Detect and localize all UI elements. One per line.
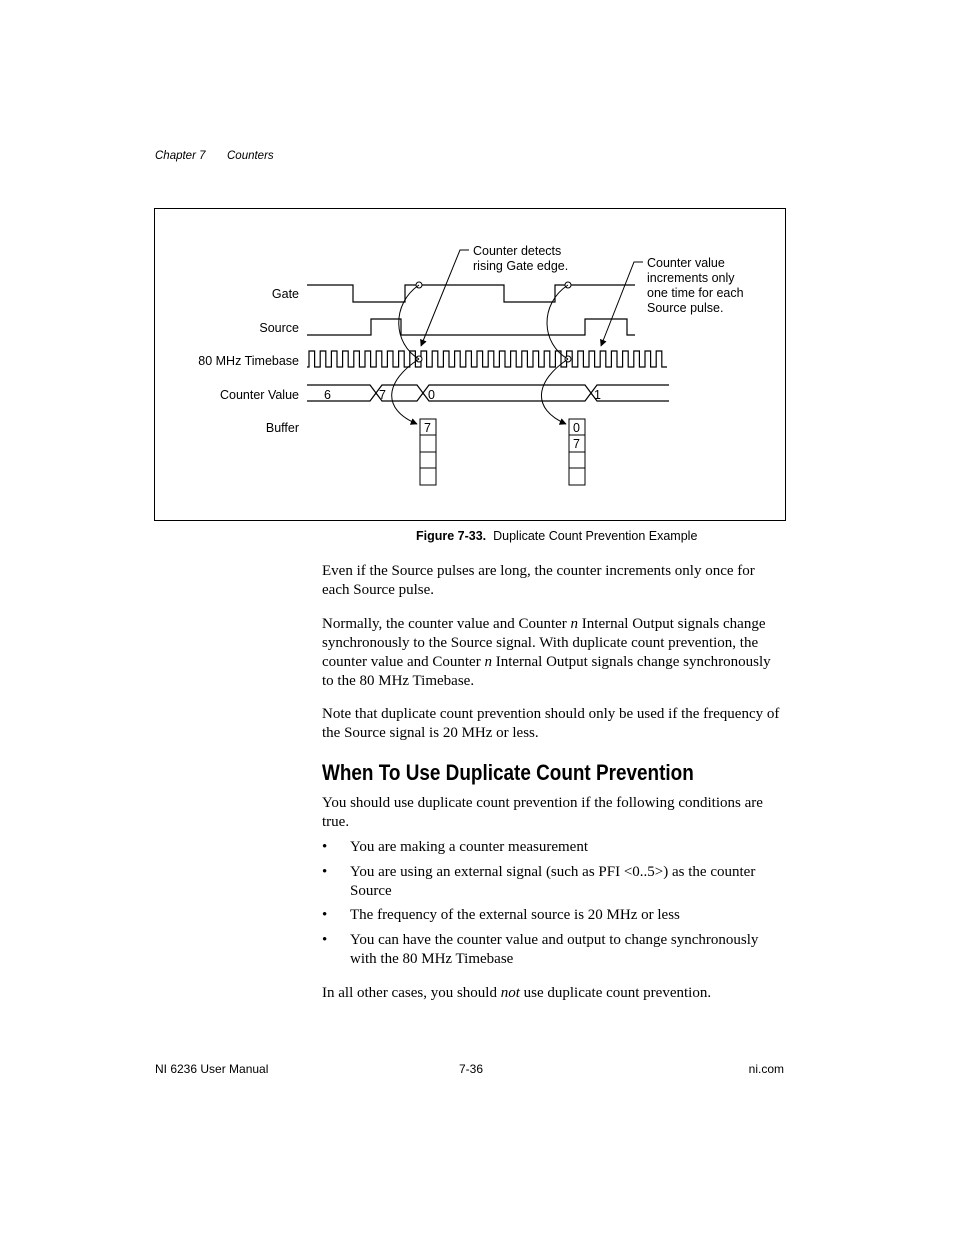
p2-italic-n-2: n <box>484 654 492 670</box>
p5-italic-not: not <box>500 985 520 1001</box>
running-header-chapter: Chapter 7 <box>155 150 206 162</box>
source-callout-line-2: increments only <box>647 271 735 285</box>
counter-value-6: 6 <box>324 388 331 402</box>
counter-value-0: 0 <box>428 388 435 402</box>
counter-value-bus <box>307 385 669 401</box>
source-waveform <box>307 319 635 335</box>
p5-part-b: use duplicate count prevention. <box>519 985 712 1001</box>
counter-value-7: 7 <box>379 388 386 402</box>
running-header-title: Counters <box>227 150 274 162</box>
timebase-label: 80 MHz Timebase <box>198 354 299 368</box>
gate-waveform <box>307 285 635 302</box>
buffer-2-value-1: 7 <box>573 437 580 451</box>
source-callout-line-1: Counter value <box>647 256 725 270</box>
paragraph-synchronous-change <box>322 615 784 691</box>
buffer-2-value-0: 0 <box>573 421 580 435</box>
paragraph-other-cases <box>322 984 784 1003</box>
bullet-marker: • <box>322 864 328 880</box>
footer-page-number: 7-36 <box>459 1062 484 1076</box>
p2-part-b: Internal Output signals change synchronously to the Source signal. With duplicate count prevention, the counter value and Counter <box>322 616 766 670</box>
gate-callout-line-2: rising Gate edge. <box>473 259 569 273</box>
paragraph-conditions-intro: You should use duplicate count prevention if the following conditions are true. <box>322 795 763 830</box>
bullet-marker: • <box>322 839 328 855</box>
counter-value-label: Counter Value <box>220 388 299 402</box>
list-item-text: You are using an external signal (such as PFI <0..5>) as the counter Source <box>350 864 756 899</box>
source-label: Source <box>259 321 299 335</box>
gate-label: Gate <box>271 287 299 301</box>
timebase-to-buffer-arrow-1 <box>392 359 419 424</box>
gate-to-timebase-curve-1 <box>399 285 419 359</box>
p2-part-c: Internal Output signals change synchronously to the 80 MHz Timebase. <box>322 654 771 689</box>
counter-value-1: 1 <box>594 388 601 402</box>
paragraph-long-source-pulses: Even if the Source pulses are long, the counter increments only once for each Source pulse. <box>322 563 755 598</box>
p2-italic-n-1: n <box>570 616 579 632</box>
list-item-text: The frequency of the external source is 20 MHz or less <box>350 907 680 923</box>
gate-callout-leader <box>421 250 469 346</box>
paragraph-frequency-note: Note that duplicate count prevention should only be used if the frequency of the Source signal is 20 MHz or less. <box>322 706 780 741</box>
section-heading: When To Use Duplicate Count Prevention <box>322 760 694 785</box>
timebase-clock-waveform <box>307 351 667 367</box>
p5-part-a: In all other cases, you should <box>322 985 501 1001</box>
source-callout-leader <box>601 262 643 346</box>
timebase-to-buffer-arrow-2 <box>541 359 568 424</box>
gate-to-timebase-curve-2 <box>547 285 568 359</box>
bullet-marker: • <box>322 932 328 948</box>
figure-caption-text: Duplicate Count Prevention Example <box>493 529 698 543</box>
list-item-text: You are making a counter measurement <box>350 839 588 855</box>
p2-part-a: Normally, the counter value and Counter <box>322 616 571 632</box>
figure-caption-number: Figure 7-33. <box>416 529 487 543</box>
buffer-label: Buffer <box>265 421 299 435</box>
source-callout-line-4: Source pulse. <box>647 301 724 315</box>
source-callout-line-3: one time for each <box>647 286 744 300</box>
timing-diagram-figure <box>154 208 786 521</box>
buffer-1-value-0: 7 <box>424 421 431 435</box>
figure-caption <box>416 529 697 543</box>
gate-callout-line-1: Counter detects <box>473 244 562 258</box>
bullet-marker: • <box>322 907 328 923</box>
list-item-text: You can have the counter value and output to change synchronously with the 80 MHz Timebase <box>350 932 759 967</box>
footer-manual-title: NI 6236 User Manual <box>155 1062 269 1076</box>
footer-website: ni.com <box>748 1062 784 1076</box>
